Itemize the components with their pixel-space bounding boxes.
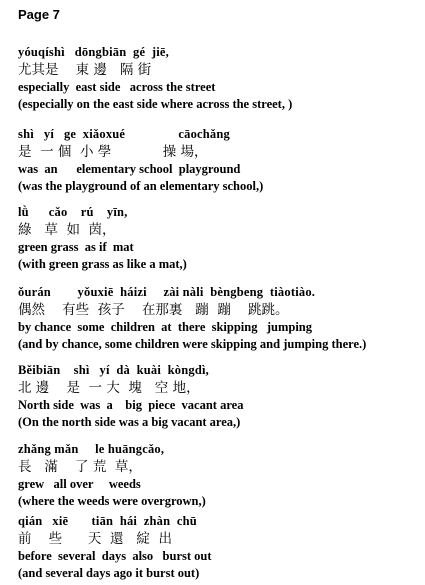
- translation-line: (and several days ago it burst out): [18, 566, 200, 580]
- chinese-line: 尤其是 東 邊 隔 街: [18, 62, 152, 78]
- stanza-2: [18, 126, 418, 195]
- pinyin-line: yóuqíshì dōngbiān gé jiē,: [18, 45, 169, 59]
- chinese-line: 偶然 有些 孩子 在那裏 蹦 蹦 跳跳。: [18, 302, 289, 318]
- chinese-line: 綠 草 如 茵，: [18, 222, 116, 238]
- stanza-6: [18, 441, 418, 510]
- pinyin-line: Běibiān shì yí dà kuài kòngdì,: [18, 363, 210, 377]
- gloss-line: green grass as if mat: [18, 240, 134, 254]
- chinese-line: 長 滿 了 荒 草，: [18, 459, 142, 475]
- gloss-line: North side was a big piece vacant area: [18, 398, 244, 412]
- stanza-3: [18, 204, 418, 273]
- pinyin-line: lǜ cǎo rú yīn,: [18, 205, 128, 219]
- page-number: Page 7: [18, 7, 60, 22]
- gloss-line: especially east side across the street: [18, 80, 216, 94]
- stanza-1: [18, 44, 418, 113]
- translation-line: (especially on the east side where across the street, ): [18, 97, 293, 111]
- stanza-4: [18, 284, 418, 353]
- gloss-line: before several days also burst out: [18, 549, 212, 563]
- pinyin-line: qián xiē tiān hái zhàn chū: [18, 514, 197, 528]
- translation-line: (On the north side was a big vacant area,): [18, 415, 241, 429]
- pinyin-line: ǒurán yǒuxiē háizi zài nàli bèngbeng tiàotiào.: [18, 285, 316, 299]
- translation-line: (with green grass as like a mat,): [18, 257, 187, 271]
- translation-line: (and by chance, some children were skipping and jumping there.): [18, 337, 367, 351]
- chinese-line: 北 邊 是 一 大 塊 空 地，: [18, 380, 200, 396]
- gloss-line: was an elementary school playground: [18, 162, 241, 176]
- translation-line: (was the playground of an elementary school,): [18, 179, 264, 193]
- gloss-line: by chance some children at there skipping jumping: [18, 320, 313, 334]
- stanza-7: [18, 513, 418, 582]
- chinese-line: 前 些 天 還 綻 出: [18, 531, 172, 547]
- gloss-line: grew all over weeds: [18, 477, 141, 491]
- translation-line: (where the weeds were overgrown,): [18, 494, 206, 508]
- stanza-5: [18, 362, 418, 431]
- pinyin-line: shì yí ge xiǎoxué cāochǎng: [18, 127, 230, 141]
- pinyin-line: zhǎng mǎn le huāngcǎo,: [18, 442, 165, 456]
- chinese-line: 是 一 個 小 學 操 場，: [18, 144, 208, 160]
